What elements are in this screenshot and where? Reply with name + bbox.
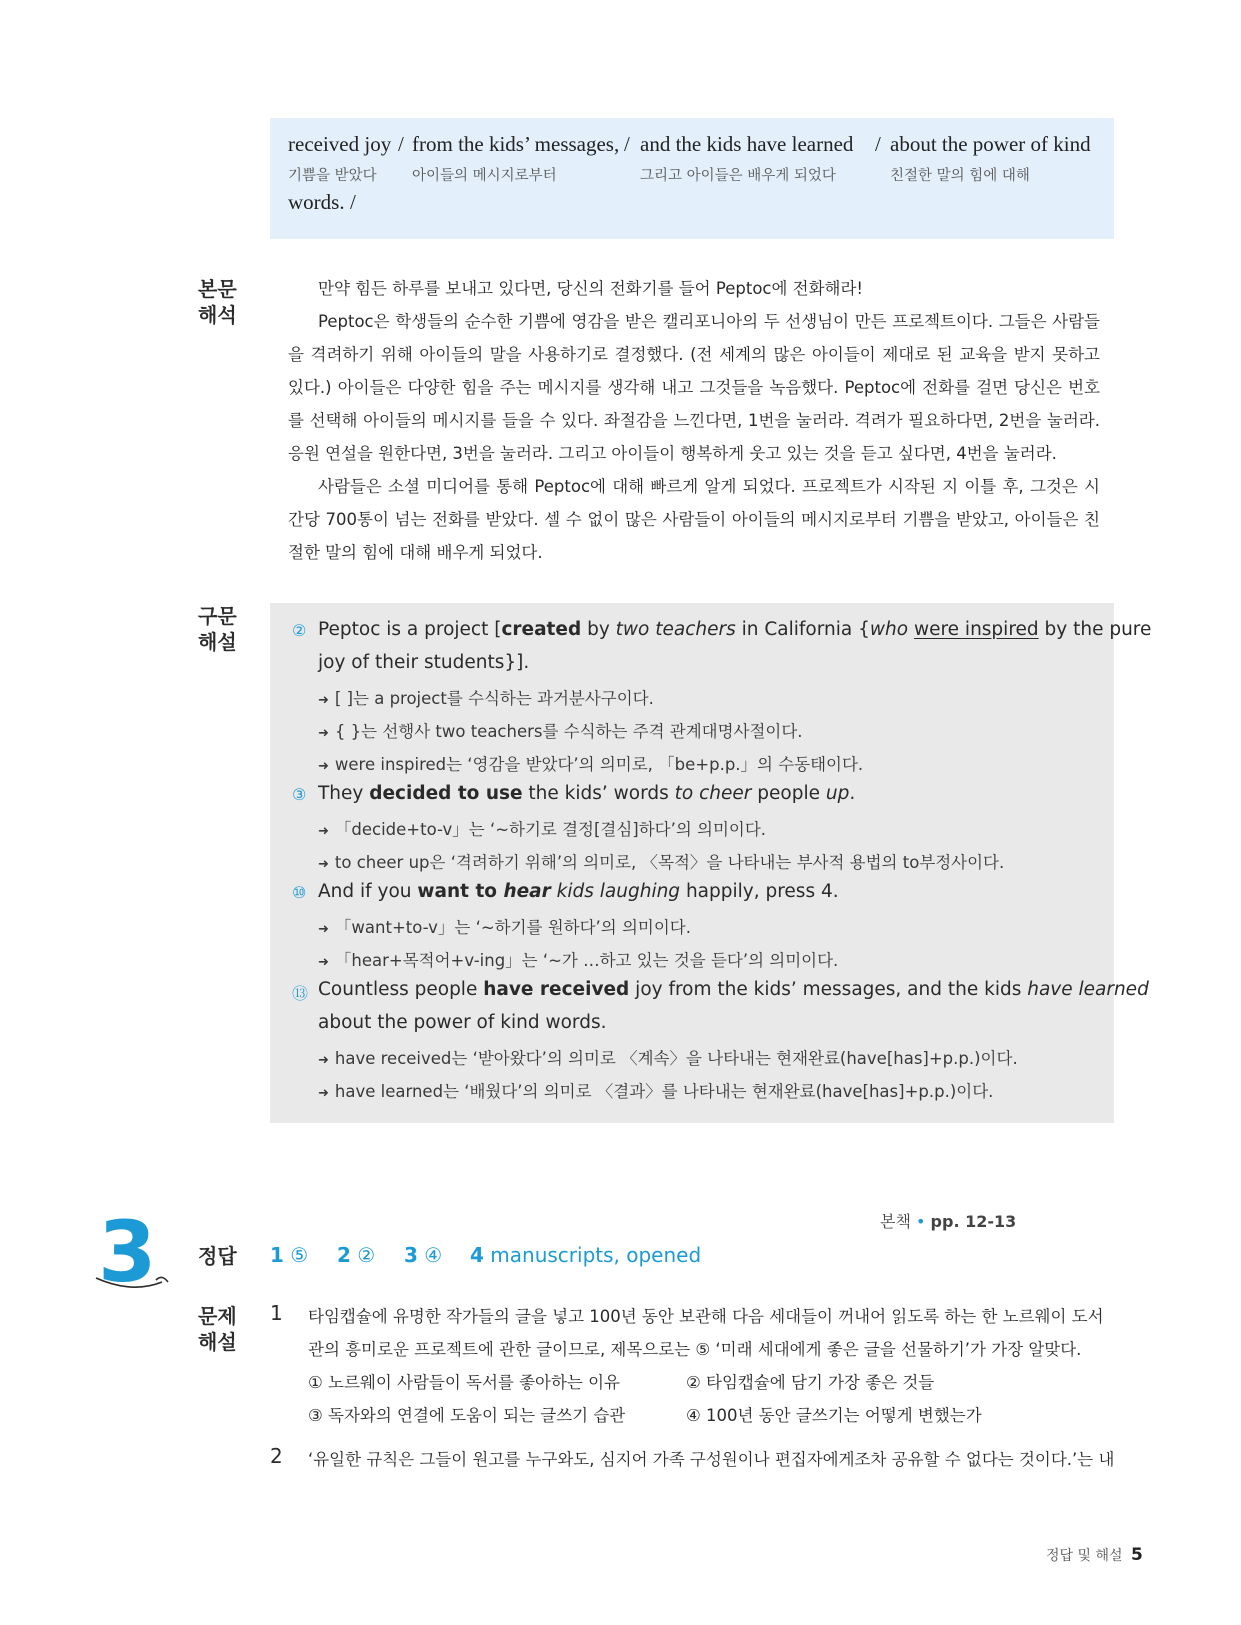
grammar-note: ➜ 「want+to-v」는 ‘~하기를 원하다’의 의미이다. [318,918,691,937]
grammar-note: ➜ [ ]는 a project를 수식하는 과거분사구이다. [318,689,654,708]
chunk-slash: / [624,132,630,156]
translation-body [288,272,1100,569]
answer-label: 정답 [198,1244,237,1268]
choice-option: ③ 독자와의 연결에 도움이 되는 글쓰기 습관 [308,1406,626,1425]
grammar-sentence: They decided to use the kids’ words to cheer people up. [318,783,856,804]
grammar-sentence: joy of their students}]. [318,652,530,673]
grammar-note: ➜ have received는 ‘받아왔다’의 의미로 〈계속〉을 나타내는 현재완료(have[has]+p.p.)이다. [318,1049,1018,1068]
chunk-en: about the power of kind [890,132,1091,156]
grammar-note: ➜ 「decide+to-v」는 ‘~하기로 결정[결심]하다’의 의미이다. [318,820,767,839]
answer-item: 1 ⑤ [270,1243,309,1267]
page-number: 5 [1130,1545,1143,1565]
arrow-icon: ➜ [318,824,329,839]
answer-item: 4 manuscripts, opened [470,1243,702,1267]
grammar-note: ➜ to cheer up은 ‘격려하기 위해’의 의미로, 〈목적〉을 나타내는 부사적 용법의 to부정사이다. [318,853,1005,872]
grammar-sentence: And if you want to hear kids laughing happily, press 4. [318,881,839,902]
grammar-note: ➜ have learned는 ‘배웠다’의 의미로 〈결과〉를 나타내는 현재완료(have[has]+p.p.)이다. [318,1082,994,1101]
arrow-icon: ➜ [318,922,329,937]
arrow-icon: ➜ [318,1086,329,1101]
translation-paragraph: 만약 힘든 하루를 보내고 있다면, 당신의 전화기를 들어 Peptoc에 전화해라! [318,279,864,298]
grammar-sentence: Peptoc is a project [created by two teachers in California {who were inspired by the pure [318,619,1152,640]
grammar-note: ➜ { }는 선행사 two teachers를 수식하는 주격 관계대명사절이다. [318,722,803,741]
chunk-slash: / [875,132,881,156]
grammar-label: 구문 해설 [198,604,237,654]
chunk-en: received joy [288,132,392,156]
explanation-text: 타임캡슐에 유명한 작가들의 글을 넣고 100년 동안 보관해 다음 세대들이 꺼내어 읽도록 하는 한 노르웨이 도서 [308,1307,1104,1326]
translation-paragraph: Peptoc은 학생들의 순수한 기쁨에 영감을 받은 캘리포니아의 두 선생님이 만든 프로젝트이다. 그들은 사람들을 격려하기 위해 아이들의 말을 사용하기로 결정했다. (전 세계의 많은 아이들이 제대로 된 교육을 받지 못하고 있다.) 아이들은 다양한 힘을 주는 메시지를 생각해 내고 그것들을 녹음했다. Peptoc에 전화를 걸면 당신은 번호를 선택해 아이들의 메시지를 들을 수 있다. 좌절감을 느낀다면, 1번을 눌러라. 격려가 필요하다면, 2번을 눌러라. 응원 연설을 원한다면, 3번을 눌러라. 그리고 아이들이 행복하게 웃고 있는 것을 듣고 싶다면, 4번을 눌러라. [288,312,1100,463]
question-number: 1 [270,1301,283,1325]
arrow-icon: ➜ [318,759,329,774]
item-number: ③ [292,785,307,804]
arrow-icon: ➜ [318,693,329,708]
answer-item: 3 ④ [404,1243,443,1267]
choice-option: ④ 100년 동안 글쓰기는 어떻게 변했는가 [686,1406,982,1425]
item-number: ⑬ [292,984,309,1003]
choice-option: ① 노르웨이 사람들이 독서를 좋아하는 이유 [308,1373,620,1392]
answer-item: 2 ② [337,1243,376,1267]
translation-paragraph: 사람들은 소셜 미디어를 통해 Peptoc에 대해 빠르게 알게 되었다. 프로젝트가 시작된 지 이틀 후, 그것은 시간당 700통이 넘는 전화를 받았다. 셀 수 없이 많은 사람들이 아이들의 메시지로부터 기쁨을 받았고, 아이들은 친절한 말의 힘에 대해 배우게 되었다. [288,477,1100,562]
chunk-ko: 기쁨을 받았다 [288,168,377,184]
grammar-note: ➜ 「hear+목적어+v-ing」는 ‘~가 …하고 있는 것을 듣다’의 의미이다. [318,951,839,970]
grammar-sentence: about the power of kind words. [318,1012,607,1033]
explanation-text: ‘유일한 규칙은 그들이 원고를 누구와도, 심지어 가족 구성원이나 편집자에게조차 공유할 수 없다는 것이다.’는 내 [308,1450,1115,1469]
grammar-note: ➜ were inspired는 ‘영감을 받았다’의 의미로, 「be+p.p.」의 수동태이다. [318,755,864,774]
arrow-icon: ➜ [318,1053,329,1068]
chunk-ko: 아이들의 메시지로부터 [412,168,557,184]
arrow-icon: ➜ [318,955,329,970]
chunk-translation-box [270,118,1114,239]
book-reference: 본책 • pp. 12-13 [880,1212,1017,1231]
arrow-icon: ➜ [318,857,329,872]
page-footer: 정답 및 해설 5 [1046,1545,1143,1565]
chunk-en: and the kids have learned [640,132,854,156]
grammar-box [270,603,1152,1123]
question-number: 2 [270,1444,283,1468]
chunk-ko: 그리고 아이들은 배우게 되었다 [640,168,836,184]
grammar-sentence: Countless people have received joy from the kids’ messages, and the kids have learned [318,979,1149,1000]
item-number: ⑩ [292,883,307,902]
arrow-icon: ➜ [318,726,329,741]
chunk-slash: / [398,132,404,156]
section-swoosh-icon [92,1272,172,1296]
choice-option: ② 타임캡슐에 담기 가장 좋은 것들 [686,1373,935,1392]
explanation-text: 관의 흥미로운 프로젝트에 관한 글이므로, 제목으로는 ⑤ ‘미래 세대에게 좋은 글을 선물하기’가 가장 알맞다. [308,1340,1082,1359]
chunk-ko: 친절한 말의 힘에 대해 [890,168,1030,184]
section-number: 3 [98,1203,157,1301]
explanation-label: 문제 해설 [198,1304,237,1354]
chunk-en: words. [288,190,345,214]
chunk-en: from the kids’ messages, [412,132,620,156]
item-number: ② [292,621,307,640]
chunk-slash: / [350,190,356,214]
translation-label: 본문 해석 [198,277,237,327]
